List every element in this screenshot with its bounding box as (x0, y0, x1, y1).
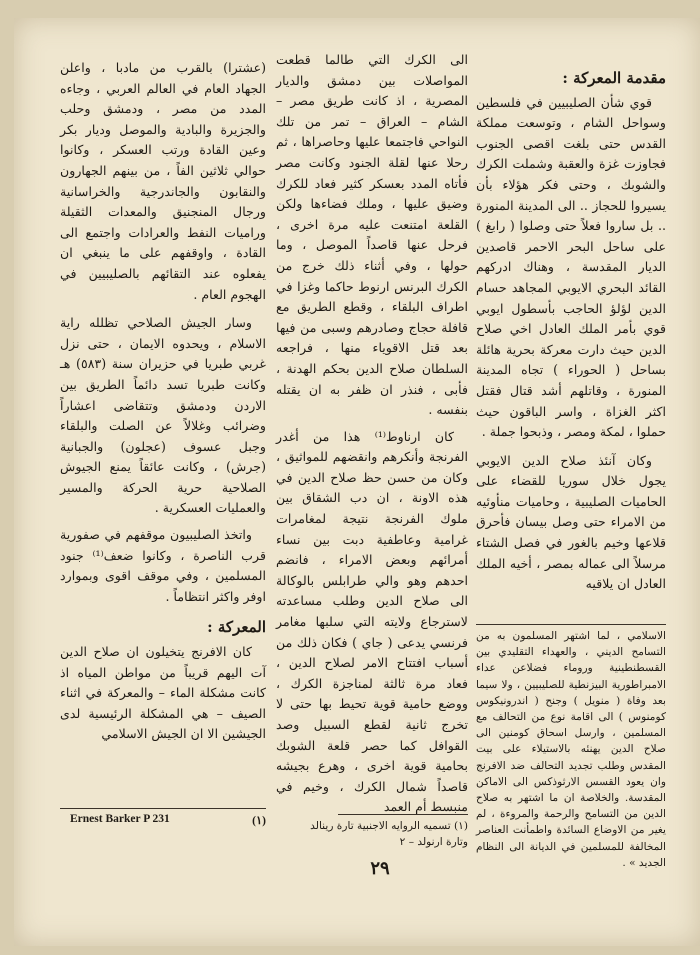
middle-column (276, 50, 468, 818)
paragraph: كان ارناوط⁽¹⁾ هذا من أغدر الفرنجة وأنكرهم وانقضهم للمواثيق ، وكان من حسن حظ صلاح الدين في هذه الاونة ، ان دب الشقاق بين ملوك الفرنجة نتيجة لمغامرات غرامية وعاطفية دبت بين نساء أمرائهم وبعض الامراء ، فانضم احدهم وهو والي طرابلس بالوكالة الى صلاح الدين وطلب مساعدته لاسترجاع ولايته التي سلبها مغامر فرنسي يدعى ( جاي ) فكان ذلك من أسباب افتتاح الامر لصلاح الدين ، فعاد مرة ثالثة لمناجزة الكرك ، ووضع حامية قوية تحيط بها حتى لا تخرج ثانية لقطع السبيل وصد القوافل كما حصر قلعة الشوبك بحامية قوية اخرى ، وهرع بجيشه قاصداً شمال الكرك ، وخيم في منبسط أم العمد (276, 428, 468, 815)
left-column (60, 58, 266, 745)
right-column (476, 68, 666, 595)
footnote-divider (338, 814, 468, 815)
footnote-line: (١) تسميه الروايه الاجنبية تارة رينالد (310, 820, 468, 832)
footnote-divider (476, 624, 666, 625)
footnote-barker (70, 813, 266, 827)
paragraph: وكان آنئذ صلاح الدين الايوبي يجول خلال سوريا للقضاء على الحاميات الصليبية ، وحاميات منأوئيه من الامراء حتى وصل بيسان فأحرق قلاعها وخيم بالغور في فصل الشتاء مرسلاً الى عماله بمصر ، أخيه الملك العادل ان يلاقيه (476, 452, 666, 592)
paragraph: واتخذ الصليبيون موقفهم في صفورية قرب الناصرة ، وكانوا ضعف⁽¹⁾ جنود المسلمين ، وفي موقف اقوى وبموارد اوفر واكثر انتظاماً . (60, 527, 266, 604)
footnote-arnaut (276, 818, 468, 850)
page-number: ٢٩ (370, 858, 390, 879)
paragraph: كان الافرنج يتخيلون ان صلاح الدين آت اليهم قريباً من مواطن المياه اذ كانت مشكلة الماء – والمعركة في اثناء الصيف – هي المشكلة الرئيسية لدى الجيشين الا ان الجيش الاسلامي (60, 644, 266, 742)
paragraph: قوي شأن الصليبيين في فلسطين وسواحل الشام ، وتوسعت مملكة القدس حتى بلغت اقصى الجنوب فجاوزت غزة والعقبة وشملت الكرك والشوبك ، وحتى فكر هؤلاء بأن يسيروا للحجاز .. الى المدينة المنورة .. بل ساروا فعلاً حتى وصلوا ( رابغ ) على ساحل البحر الاحمر قاصدين الديار المقدسة ، وهناك ادركهم القائد البحري الايوبي المجاهد حسام الدين لؤلؤ الحاجب بأسطول ايوبي قوي بأمر الملك العادل اخي صلاح الدين حيث دارت معركة بحرية هائلة بساحل ( الحوراء ) تجاه المدينة المنورة ، وقاتلهم أشد قتال فقتل اكثر الغزاة ، واسر الباقون حيث حملوا ، لمكة ومصر ، وذبحوا جملة . (476, 94, 666, 440)
footnote-marker: (١) (252, 815, 266, 827)
section-heading-battle-intro: مقدمة المعركة : (562, 69, 666, 87)
paragraph: الى الكرك التي طالما قطعت المواصلات بين دمشق والديار المصرية ، اذ كانت طريق مصر – الشام – العراق – تمر من تلك النواحي فاجتمعا عليها وحاصراها ، ثم رحلا عنها لقلة الجنود وكانت مصر فأتاه المدد بعسكر كثير فعاد للكرك وضيق عليها ، وملك فضاءها ولكن القلعة امتنعت عليه مرة اخرى ، فرحل عنها قاصداً الموصل ، وما حولها ، وفي أثناء ذلك خرج من الكرك البرنس ارنوط حاكما وغزا في اطراف البلقاء ، وقطع الطريق مع قافلة حجاج وصادرهم وسبى من فيها بعد قتل الاقوياء منها ، فراجعه السلطان صلاح الدين بحكم الهدنة ، فأبى ، فنذر ان ظفر به ان يقتله بنفسه . (276, 52, 468, 418)
footnote-source: Ernest Barker P 231 (70, 813, 170, 825)
paragraph: (عشترا) بالقرب من مادبا ، واعلن الجهاد العام في العالم العربي ، وجاءه المدد من مصر ، ودمشق وحلب والجزيرة والبادية والموصل وديار بكر وعين القادة ورتب العسكر ، وكانوا حوالي ثلاثين الفاً ، من بينهم الجهارون والنقابون والجاندرجية والخراسانية ورجال المنجنيق والمعدات الثقيلة ورامیات النفط والعرادات واجتمع الى القادة ، واوقفهم على ما ينبغي ان يفعلوه عند التقائهم بالصليبيين في الهجوم العام . (60, 60, 266, 302)
section-heading-battle: المعركة : (207, 618, 266, 637)
footnote-divider (60, 808, 266, 809)
paragraph: وسار الجيش الصلاحي تظلله راية الاسلام ، ويحدوه الايمان ، حتى نزل غربي طبريا في حزيران سنة (٥٨٣) هـ وكانت طبريا تسد دائماً الطريق بين الاردن ودمشق وتتقاضى اعشاراً وضرائب وغلالاً عن الصلت والبلقاء وجبل عسوف (عجلون) والجبانية (جرش) ، وكانت عائقاً يمنع الجيوش الصلاحية حرية الحركة والمسير والعمليات العسكرية . (60, 315, 266, 516)
footnote-line: وتارة ارنولد – ٢ (399, 836, 468, 848)
footnote-continued: الاسلامي ، لما اشتهر المسلمون به من التسامح الديني ، والعهداء التقليدي بين القسطنطينية وروماء فضلاعن عداء الامبراطورية البيزنطية للصليبيين ، ولا سيما بعد وفاة ( منويل ) وجنح ( اندرونيكوس كومنوس ) الى اقامة نوع من التحالف مع المسلمين ، وارسل اسحاق كومنين الى صلاح الدين يهنئه بالاستيلاء على بيت المقدس وطلب تجديد التحالف ضد الافرنج وان يعود القسس الارثوذكس الى الاماكن المقدسة. والخلاصة ان ما اشتهر به صلاح الدين من التسامح والرحمة والمروءة ، لم يغير من الاوضاع السائدة واطمأنت العناصر المخالفة للمسلمين في الديانة الى النظام الجديد » . (476, 630, 666, 869)
